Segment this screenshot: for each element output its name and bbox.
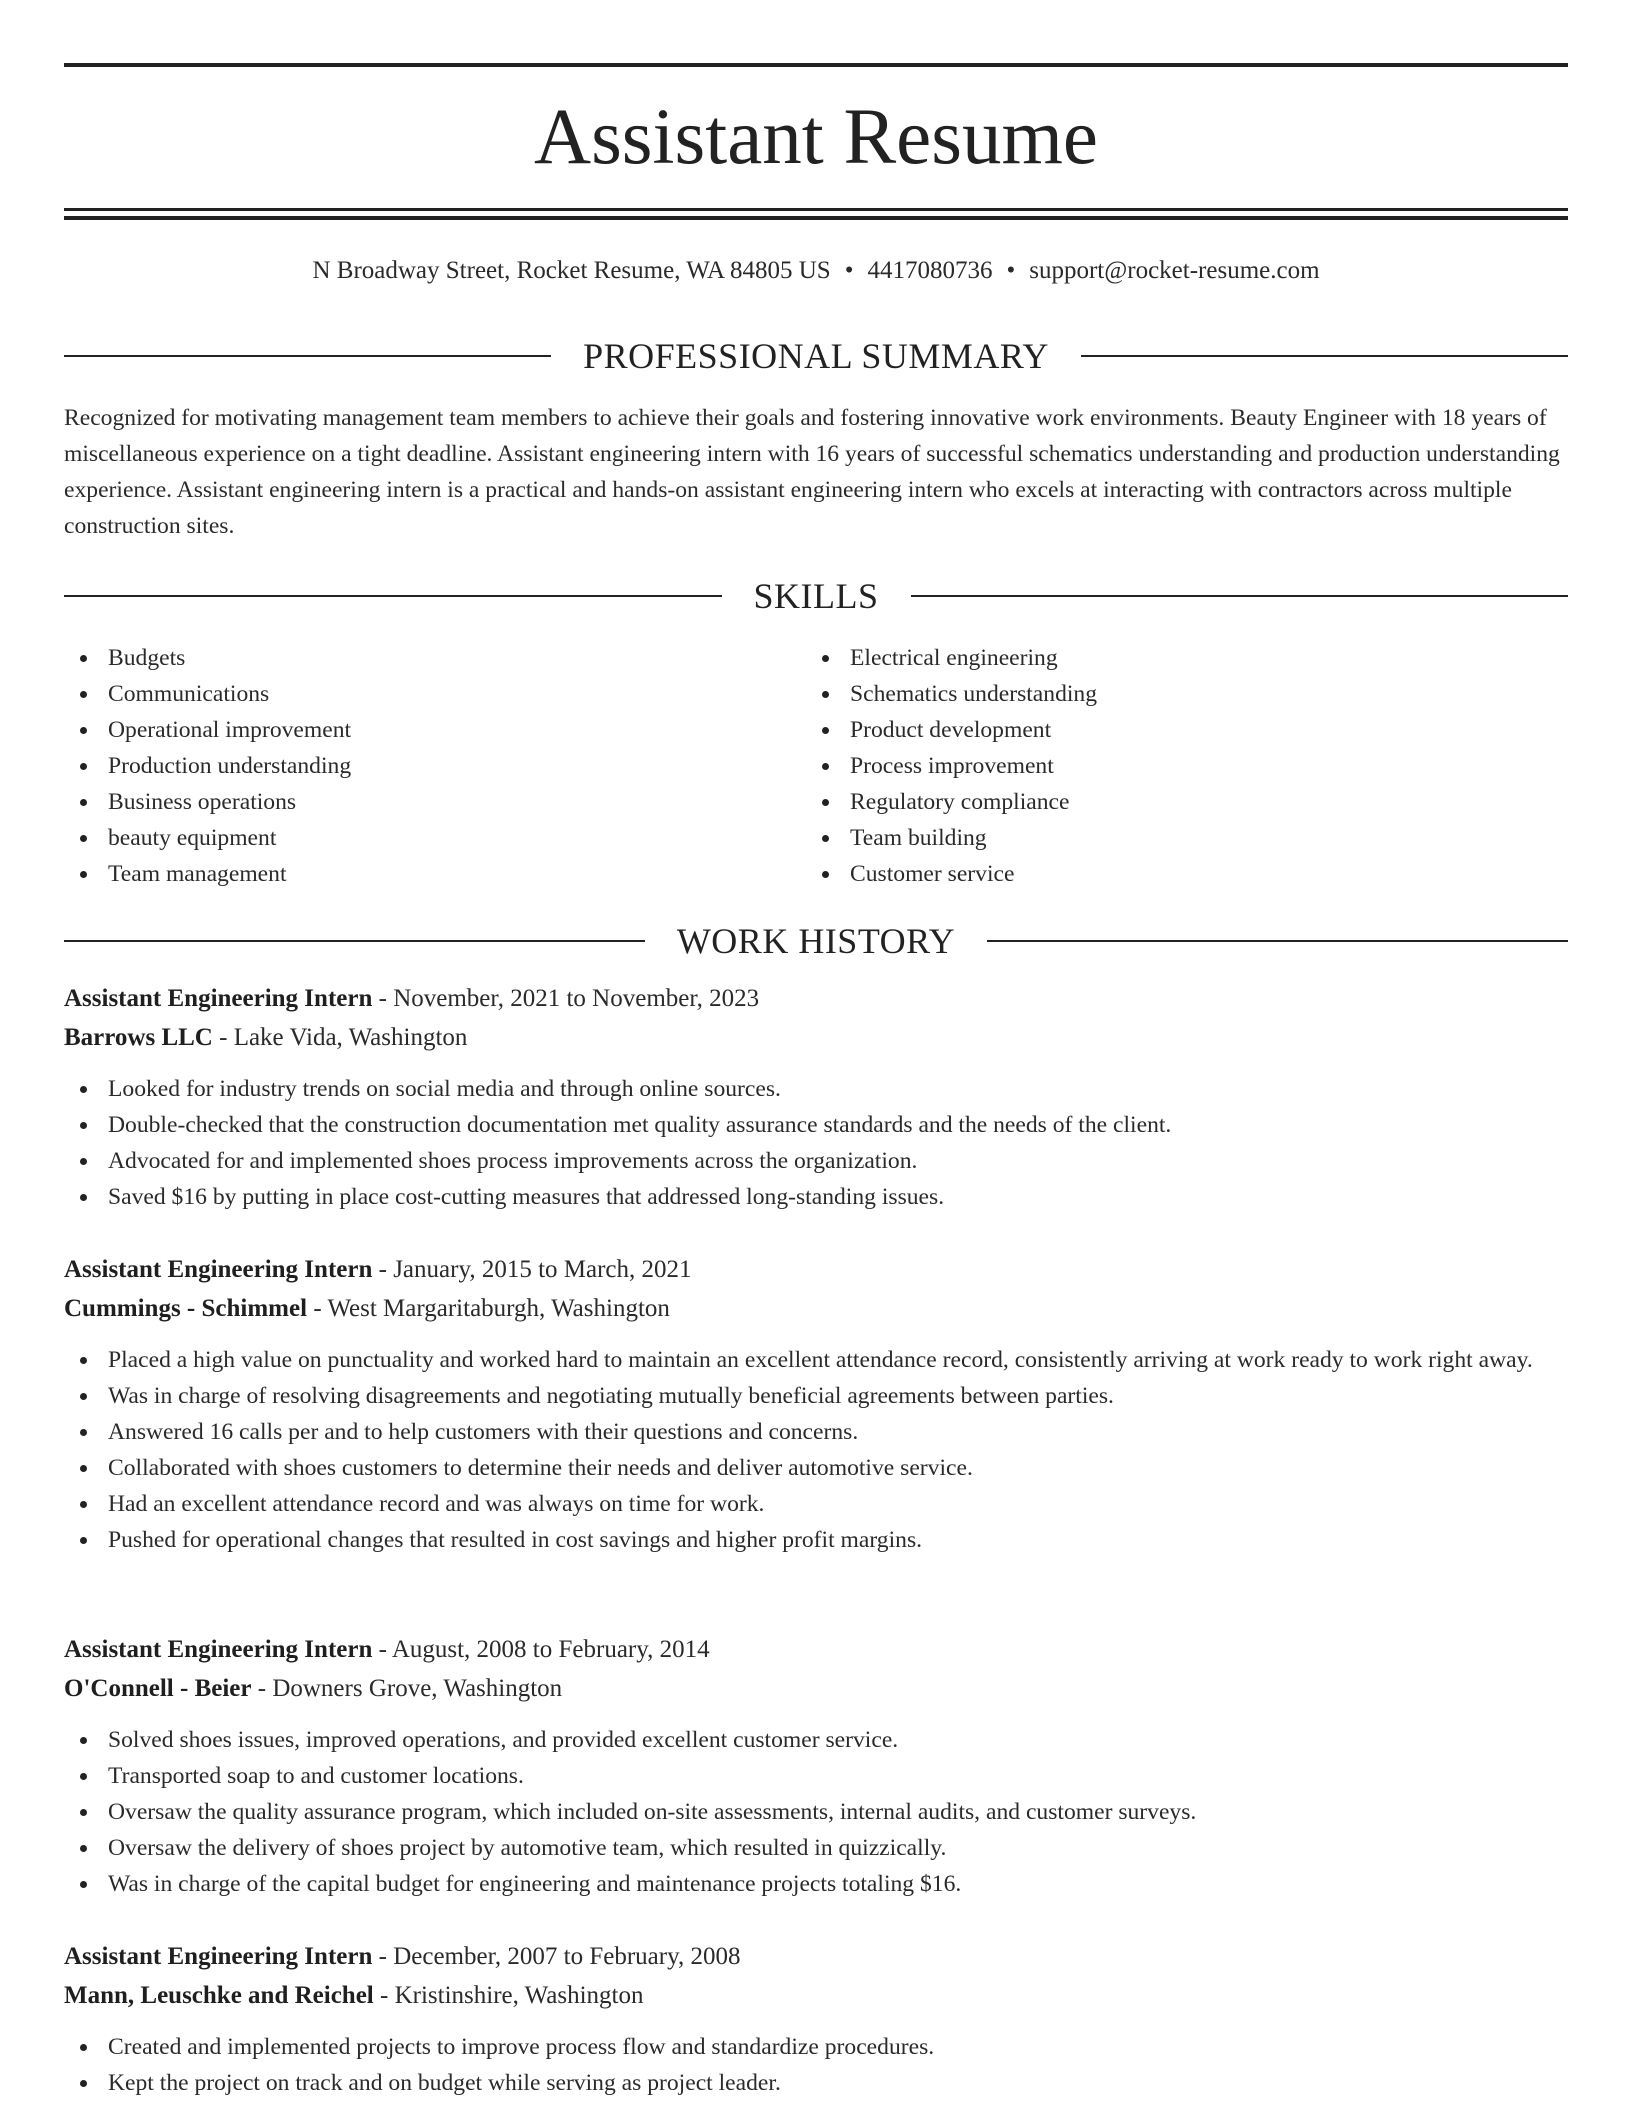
list-item: Budgets — [64, 640, 764, 676]
job-bullets — [64, 1722, 1568, 1902]
dash: - — [251, 1675, 273, 1702]
list-item: Advocated for and implemented shoes process improvements across the organization. — [64, 1143, 1568, 1179]
list-item: Solved shoes issues, improved operations, and provided excellent customer service. — [64, 1722, 1568, 1758]
list-item: Looked for industry trends on social media and through online sources. — [64, 1071, 1568, 1107]
skills-heading — [64, 572, 1568, 620]
job-title-line — [64, 1630, 1568, 1669]
heading-rule — [64, 595, 722, 597]
work-history-heading — [64, 917, 1568, 965]
list-item: beauty equipment — [64, 820, 764, 856]
list-item: Saved $16 by putting in place cost-cutting measures that addressed long-standing issues. — [64, 1179, 1568, 1215]
contact-line — [0, 254, 1632, 288]
skills-list-left — [64, 640, 764, 892]
job-bullets — [64, 1071, 1568, 1215]
heading-rule — [64, 940, 645, 942]
list-item: Communications — [64, 676, 764, 712]
job-title: Assistant Engineering Intern — [64, 1256, 373, 1283]
list-item: Schematics understanding — [806, 676, 1506, 712]
list-item: Team management — [64, 856, 764, 892]
work-entry — [64, 1630, 1568, 1902]
job-location: Kristinshire, Washington — [394, 1982, 644, 2009]
contact-address: N Broadway Street, Rocket Resume, WA 84805 US — [312, 257, 831, 284]
job-title-line — [64, 979, 1568, 1018]
job-location: West Margaritaburgh, Washington — [327, 1295, 670, 1322]
heading-rule — [64, 355, 551, 357]
heading-rule — [987, 940, 1568, 942]
job-location: Lake Vida, Washington — [233, 1024, 468, 1051]
list-item: Was in charge of the capital budget for engineering and maintenance projects totaling $16. — [64, 1866, 1568, 1902]
list-item: Oversaw the quality assurance program, which included on-site assessments, internal audits, and customer surveys. — [64, 1794, 1568, 1830]
dash: - — [212, 1024, 234, 1051]
dash: - — [373, 1982, 395, 2009]
company-name: Mann, Leuschke and Reichel — [64, 1982, 374, 2009]
skills-list-right — [806, 640, 1506, 892]
list-item: Product development — [806, 712, 1506, 748]
job-bullets — [64, 2029, 1568, 2101]
job-title: Assistant Engineering Intern — [64, 1636, 373, 1663]
list-item: Regulatory compliance — [806, 784, 1506, 820]
dash: - — [372, 1636, 392, 1663]
job-dates: December, 2007 to February, 2008 — [393, 1943, 741, 1970]
heading-rule — [1081, 355, 1568, 357]
work-history-heading-label: WORK HISTORY — [676, 921, 956, 961]
company-line — [64, 1976, 1568, 2015]
page-title: Assistant Resume — [534, 94, 1098, 181]
job-title-line — [64, 1937, 1568, 1976]
contact-phone: 4417080736 — [867, 257, 993, 284]
skills-heading-label: SKILLS — [753, 576, 879, 616]
top-rule — [64, 63, 1568, 67]
company-line — [64, 1018, 1568, 1057]
list-item: Double-checked that the construction documentation met quality assurance standards and the needs of the client. — [64, 1107, 1568, 1143]
job-title: Assistant Engineering Intern — [64, 985, 373, 1012]
list-item: Oversaw the delivery of shoes project by automotive team, which resulted in quizzically. — [64, 1830, 1568, 1866]
list-item: Electrical engineering — [806, 640, 1506, 676]
title-rule-upper — [64, 208, 1568, 211]
job-title-line — [64, 1250, 1568, 1289]
list-item: Transported soap to and customer locations. — [64, 1758, 1568, 1794]
job-title: Assistant Engineering Intern — [64, 1943, 373, 1970]
list-item: Created and implemented projects to improve process flow and standardize procedures. — [64, 2029, 1568, 2065]
dash: - — [372, 1256, 394, 1283]
title-rule-lower — [64, 216, 1568, 220]
company-name: Cummings - Schimmel — [64, 1295, 308, 1322]
job-dates: November, 2021 to November, 2023 — [393, 985, 760, 1012]
job-dates: August, 2008 to February, 2014 — [391, 1636, 710, 1663]
job-dates: January, 2015 to March, 2021 — [393, 1256, 692, 1283]
company-line — [64, 1289, 1568, 1328]
contact-separator: • — [1006, 257, 1016, 284]
dash: - — [372, 985, 394, 1012]
list-item: Customer service — [806, 856, 1506, 892]
summary-heading-label: PROFESSIONAL SUMMARY — [583, 336, 1049, 376]
list-item: Had an excellent attendance record and was always on time for work. — [64, 1486, 1568, 1522]
company-name: Barrows LLC — [64, 1024, 213, 1051]
job-bullets — [64, 1342, 1568, 1558]
list-item: Process improvement — [806, 748, 1506, 784]
company-line — [64, 1669, 1568, 1708]
dash: - — [307, 1295, 328, 1322]
contact-email: support@rocket-resume.com — [1029, 257, 1320, 284]
list-item: Pushed for operational changes that resulted in cost savings and higher profit margins. — [64, 1522, 1568, 1558]
work-entry — [64, 1250, 1568, 1558]
list-item: Business operations — [64, 784, 764, 820]
list-item: Kept the project on track and on budget while serving as project leader. — [64, 2065, 1568, 2101]
dash: - — [372, 1943, 394, 1970]
list-item: Operational improvement — [64, 712, 764, 748]
company-name: O'Connell - Beier — [64, 1675, 252, 1702]
list-item: Answered 16 calls per and to help customers with their questions and concerns. — [64, 1414, 1568, 1450]
list-item: Team building — [806, 820, 1506, 856]
list-item: Production understanding — [64, 748, 764, 784]
list-item: Placed a high value on punctuality and worked hard to maintain an excellent attendance record, consistently arriving at work ready to work right away. — [64, 1342, 1568, 1378]
heading-rule — [911, 595, 1569, 597]
list-item: Was in charge of resolving disagreements and negotiating mutually beneficial agreements between parties. — [64, 1378, 1568, 1414]
work-entry — [64, 979, 1568, 1215]
summary-text: Recognized for motivating management team members to achieve their goals and fostering innovative work environments. Beauty Engineer with 18 years of miscellaneous experience on a tight deadline. Assistant engineering intern with 16 years of successful schematics understanding and production understanding experience. Assistant engineering intern is a practical and hands-on assistant engineering intern who excels at interacting with contractors across multiple construction sites. — [64, 405, 1560, 539]
work-entry — [64, 1937, 1568, 2101]
list-item: Collaborated with shoes customers to determine their needs and deliver automotive service. — [64, 1450, 1568, 1486]
contact-separator: • — [844, 257, 854, 284]
summary-heading — [64, 332, 1568, 380]
job-location: Downers Grove, Washington — [272, 1675, 563, 1702]
